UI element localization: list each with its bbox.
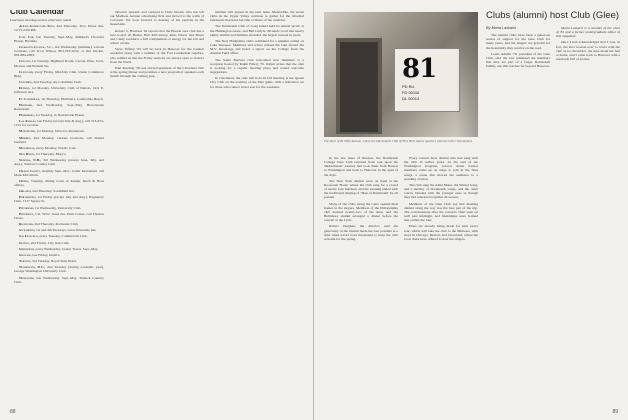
- club-meeting-details: 1st Thursday, Heilman's, Lauderdale Beach.: [40, 96, 104, 101]
- club-meeting-details: every Wednesday, Center Tower, Sept.-May.: [34, 246, 99, 251]
- club-name: Meriden,: [19, 135, 32, 140]
- club-meeting-details: 2nd Monday, various locations, call Daniel Garfield.: [14, 135, 104, 144]
- calendar-entry: [10, 276, 104, 284]
- calendar-entry: [10, 86, 104, 94]
- calendar-entry: [10, 136, 104, 144]
- club-meeting-details: Tuesday, dining room of Kunak, Kuch & Hoar offices.: [14, 178, 104, 187]
- club-meeting-details: every Monday, Nordic Cafe.: [35, 145, 77, 150]
- calendar-entry: [10, 259, 104, 263]
- door-photo: [324, 12, 478, 137]
- article-col4-text: [556, 26, 620, 61]
- article-paragraph: Every concert drew alumni who had sung with the club in earlier years. At the end of the Washington program, several dozen former members came up on stage to join in the final songs, a scene that moved the audience to a standing ovation.: [404, 156, 478, 181]
- club-name: Los Angeles,: [19, 119, 37, 124]
- calendar-entry: [10, 234, 104, 238]
- club-meeting-details: 1st Tuesday, in Nationwide House.: [34, 112, 85, 117]
- club-name: Cleveland,: [19, 69, 34, 74]
- club-name: Cape Cod,: [19, 34, 35, 39]
- calendar-entry: [10, 80, 104, 84]
- calendar-column-2: [110, 10, 204, 80]
- body-paragraph: In Cincinnati, the club will hold its fall meeting at the Queen City Club on the evening of the Yale game, with a television set for those who cannot travel east for the weekend.: [210, 76, 304, 89]
- article-paragraph: Lewis Adams '70, president of the Glee Club, said the tour reminded the members that they are part of a larger Dartmouth family, one that reaches far beyond Hanover.: [486, 51, 550, 69]
- club-name: Albany-Schenectady-Troy,: [19, 24, 55, 29]
- article-paragraph: The club sang the Alma Mater, the Winter Song, and a medley of Dartmouth songs, and the older voices blended with the younger ones as though they had rehearsed together all season.: [404, 182, 478, 200]
- calendar-entry: [10, 247, 104, 251]
- club-meeting-details: Cal. Wow: Jesus Jan. Dam Corner, call Thomas Chase.: [14, 211, 104, 220]
- club-name: Orange County,: [19, 168, 41, 173]
- club-name: Norfolk, N.H.,: [19, 158, 42, 163]
- plate-line-2: FD 00110: [402, 90, 420, 95]
- club-meeting-details: S.C., last Wednesday (summer), various locations, call Scott Wilson, 803-793-5052, or Jim Decker, 803-884-2993.: [14, 44, 104, 58]
- club-meeting-details: 1st Monday, DeSoto's Restaurant.: [35, 129, 85, 134]
- calendar-entry: [10, 212, 104, 220]
- article-paragraph: The alumni clubs have been a generous source of support for the Glee Club for many years, and the singers are grateful for the hospitality they receive on the road.: [486, 33, 550, 50]
- article-paragraph: Many of the clubs along the route opened their homes to the singers. Members of the Philadelphia club housed twenty-two of the men, and the Baltimore alumni arranged a dinner before the concert at the Lyric.: [324, 201, 398, 223]
- club-meeting-details: every Tuesday, Commercial Club.: [38, 234, 88, 239]
- club-meeting-details: 1st Wednesday, University Club.: [33, 205, 82, 210]
- club-meeting-details: 1st and 4th Tuesdays, Grew Riverside Inn.: [35, 228, 97, 233]
- club-name: Oneida,: [19, 178, 30, 183]
- calendar-entry: [10, 152, 104, 156]
- club-meeting-details: every Friday, Mid-Day Club, Union Commerce Bldg.: [14, 69, 104, 78]
- luncheon-note: Luncheon meetings unless otherwise noted.: [10, 18, 72, 23]
- calendar-entry: [10, 189, 104, 193]
- club-name: Hartford,: [19, 102, 33, 107]
- body-paragraph: Robert S. Harrison '62 reports that the Boston area club has a new board: Al Beebe, Bob McCartney, Russ Owen, and Bruce and Cindy Goddard, a full complement of energy for the fall and winter events.: [110, 28, 204, 46]
- calendar-entry: [10, 206, 104, 210]
- calendar-entry: [10, 222, 104, 226]
- club-meeting-details: 2nd Thursday, Rochester Club.: [33, 222, 79, 227]
- club-name: Charlotte-Coastal,: [19, 44, 46, 49]
- club-meeting-details: monthly Sept.-Mar., Cellar Restaurant, call Mark McCallum.: [14, 168, 104, 177]
- article-col1-text: [324, 156, 398, 241]
- calendar-entries: [10, 24, 104, 284]
- calendar-entry: [10, 129, 104, 133]
- club-meeting-details: 1st Tuesday, Highland Room, Carson, Pirie, Scott, Monroe and Wabash Sts.: [14, 59, 104, 68]
- club-meeting-details: 2nd Tuesday, the Columbus Club.: [32, 80, 82, 85]
- club-meeting-details: 2nd Wednesday, Sept.-May, Brownstone Restaurant.: [14, 102, 104, 111]
- door: [340, 42, 378, 132]
- calendar-entry: [10, 195, 104, 203]
- club-meeting-details: last Friday, Justin's.: [31, 252, 61, 257]
- calendar-entry: [10, 45, 104, 57]
- article-column-2: [404, 156, 478, 243]
- club-name: Sacramento,: [19, 228, 36, 233]
- calendar-entry: [10, 70, 104, 78]
- calendar-entry: [10, 113, 104, 117]
- column-2-text: [110, 10, 204, 78]
- calendar-entry: [10, 253, 104, 257]
- column-3-text: [210, 10, 304, 89]
- club-name: Rochester,: [19, 222, 34, 227]
- club-name: Toronto,: [19, 259, 32, 264]
- club-meeting-details: 2nd Tuesday (during academic year), George Washington University Club.: [14, 265, 104, 274]
- club-meeting-details: 1st Thursday, Mory's.: [34, 152, 67, 157]
- club-meeting-details: last Wednesday, Sept.-May, Tatnuck Country Club.: [14, 275, 104, 284]
- body-paragraph: Steve Tiffany '63 will be back in Hanover for the reunion weekend along with a number of the Fort Lauderdale regulars, who remind us that the Friday sessions are always open to visitors from the North.: [110, 47, 204, 64]
- article-paragraph: Maria Laskaris is a member of the class of '81 and a former undergraduate editor of this magazine.: [556, 26, 620, 39]
- club-name: Ft. Lauderdale,: [19, 96, 41, 101]
- calendar-entry: [10, 169, 104, 177]
- calendar-entry: [10, 158, 104, 166]
- club-name: Syracuse,: [19, 252, 32, 257]
- club-name: Springfield,: [19, 246, 35, 251]
- page-number-left: 88: [10, 409, 16, 415]
- club-name: Detroit,: [19, 86, 31, 91]
- club-name: Monadnock,: [19, 145, 36, 150]
- article-column-3: [486, 26, 550, 70]
- plate-line-1: PD Rd.: [402, 84, 415, 89]
- club-meeting-details: 2nd Thursday, Southfield Inn.: [31, 189, 75, 194]
- calendar-entry: [10, 228, 104, 232]
- club-meeting-details: 3rd Wednesday (except June, July, and Aug.), Stanton Country Club.: [14, 158, 104, 167]
- article-paragraph: Members of the Glee Club say that meeting alumni along the way was the best part of the trip. The conversations after the concerts often went on well past midnight, and friendships were formed that outlast the tour.: [404, 201, 478, 223]
- article-paragraph: Robert Vaughan, the director, said the generosity of the alumni made the tour possible at a time when travel costs threatened to keep the club at home for the spring.: [324, 224, 398, 241]
- article-col2-text: [404, 156, 478, 241]
- body-paragraph: Onward, upward, and outward is Chris Sewell, who has left our Madison Avenue advertising firm and moved to the wilds of Colorado. We look forward to hearing of his exploits in the mountains.: [110, 10, 204, 27]
- calendar-entry: [10, 97, 104, 101]
- calendar-entry: [10, 35, 104, 43]
- club-name: Philadelphia,: [19, 195, 37, 200]
- article-paragraph: Plans are already being made for next year's tour, which will take the club to the Midwest, with stops in Chicago, Detroit, and Cleveland, where the local clubs have offered to host the singers.: [404, 224, 478, 241]
- club-name: San Francisco,: [19, 234, 39, 239]
- calendar-entry: [10, 103, 104, 111]
- club-meeting-details: 1st Friday (except July and Aug.), Engineers' Club, 1317 Spruce St.: [14, 195, 104, 204]
- body-paragraph: The Dartmouth Club of Long Island held its annual picnic at the Huntington estate, and Bill Carlyle '48 sends word that nearly eighty alumni and families attended, the largest turnout in years.: [210, 24, 304, 37]
- right-page: [314, 0, 628, 420]
- article-col3-text: [486, 33, 550, 68]
- body-paragraph: summer will appear in the next issue. Meanwhile, the seven clubs in the Upper Valley continue to gather for the informal luncheons that have become a fixture of the calendar.: [210, 10, 304, 23]
- photo-caption: The door of 81 Fifth Avenue, where the Dartmouth Club of New York shares quarters with the Glee Club alumni.: [324, 139, 473, 143]
- article-paragraph: The New York alumni were on hand at the Roosevelt Hotel, where the club sang for a crowd of nearly four hundred, and the evening ended with the traditional singing of 'Men of Dartmouth' by all present.: [324, 178, 398, 200]
- club-name: Columbus,: [19, 80, 33, 85]
- page-number-right: 89: [612, 409, 618, 415]
- calendar-entry: [10, 24, 104, 32]
- calendar-entry: [10, 119, 104, 127]
- calendar-entry: [10, 265, 104, 273]
- calendar-entry: [10, 146, 104, 150]
- article-title: Clubs (alumni) host Club (Glee): [486, 10, 620, 21]
- club-name: Seattle,: [19, 240, 30, 245]
- calendar-entry: [10, 179, 104, 187]
- address-number: 81: [402, 54, 437, 84]
- calendar-entry: [10, 59, 104, 67]
- club-name: Orlando,: [19, 189, 32, 194]
- article-paragraph: Once I had acknowledged that I was, in fact, the first woman ever to travel with the club as its chronicler, the men made me feel at home, and I came back to Hanover with a notebook full of stories.: [556, 40, 620, 62]
- body-paragraph: Paul Reading '58 was elected president of the Cleveland club at the spring dinner and promises a new program of speakers each month through the coming year.: [110, 65, 204, 79]
- club-meeting-details: last Tuesday, Sept.-May, Mildred's Chowder House, Hyannis.: [14, 34, 104, 43]
- article-column-4: [556, 26, 620, 63]
- club-name: Providence,: [19, 211, 35, 216]
- byline: By Maria Laskaris: [486, 26, 517, 30]
- photo-shadow: [456, 12, 478, 137]
- club-meeting-details: last Friday (except July & Aug.), call 213-974-1155 for location.: [14, 119, 104, 128]
- club-name: Harrisburg,: [19, 112, 35, 117]
- calendar-column-3: [210, 10, 304, 91]
- club-name: Chicago,: [19, 59, 31, 64]
- club-name: New Haven,: [19, 152, 35, 157]
- club-calendar-title: Club Calendar: [10, 10, 65, 16]
- body-paragraph: The Santa Barbara club welcomed new members at a reception hosted by Ralph Emery '55. Ralph writes that the club is looking for a regular meeting place and would welcome suggestions.: [210, 57, 304, 75]
- club-meeting-details: 2nd Thursday, Troy Motor Inn, 12:15-2:00 PM.: [14, 24, 104, 33]
- club-name: Pittsburgh,: [19, 205, 34, 210]
- club-name: Worcester,: [19, 275, 35, 280]
- club-meeting-details: 2nd Friday, City Oak Club.: [29, 240, 70, 245]
- club-meeting-details: 1st Monday, University Club of Detroit, 1411 E. Jefferson Ave.: [14, 86, 104, 95]
- plate-line-3: DL 00014: [402, 96, 420, 101]
- article-paragraph: In the last issue of Illusion, the Dartmouth College Glee Club returned from tour upon the 'midsemester' journey that took them from Boston to Washington and back to Hanover in the span of ten days.: [324, 156, 398, 177]
- calendar-entry: [10, 241, 104, 245]
- body-paragraph: The New Hampshire clubs combined for a summer outing on Lake Sunapee. Members and wives cruised the lake aboard the M.V. Kearsarge and heard a report on the College from the Alumni Fund office.: [210, 38, 304, 56]
- calendar-column-1: [10, 10, 104, 286]
- article-column-1: [324, 156, 398, 243]
- club-name: Washington, D.C.,: [19, 265, 46, 270]
- club-meeting-details: 3rd Tuesday, Royal York Hotel.: [31, 259, 77, 264]
- club-name: Manchester,: [19, 129, 36, 134]
